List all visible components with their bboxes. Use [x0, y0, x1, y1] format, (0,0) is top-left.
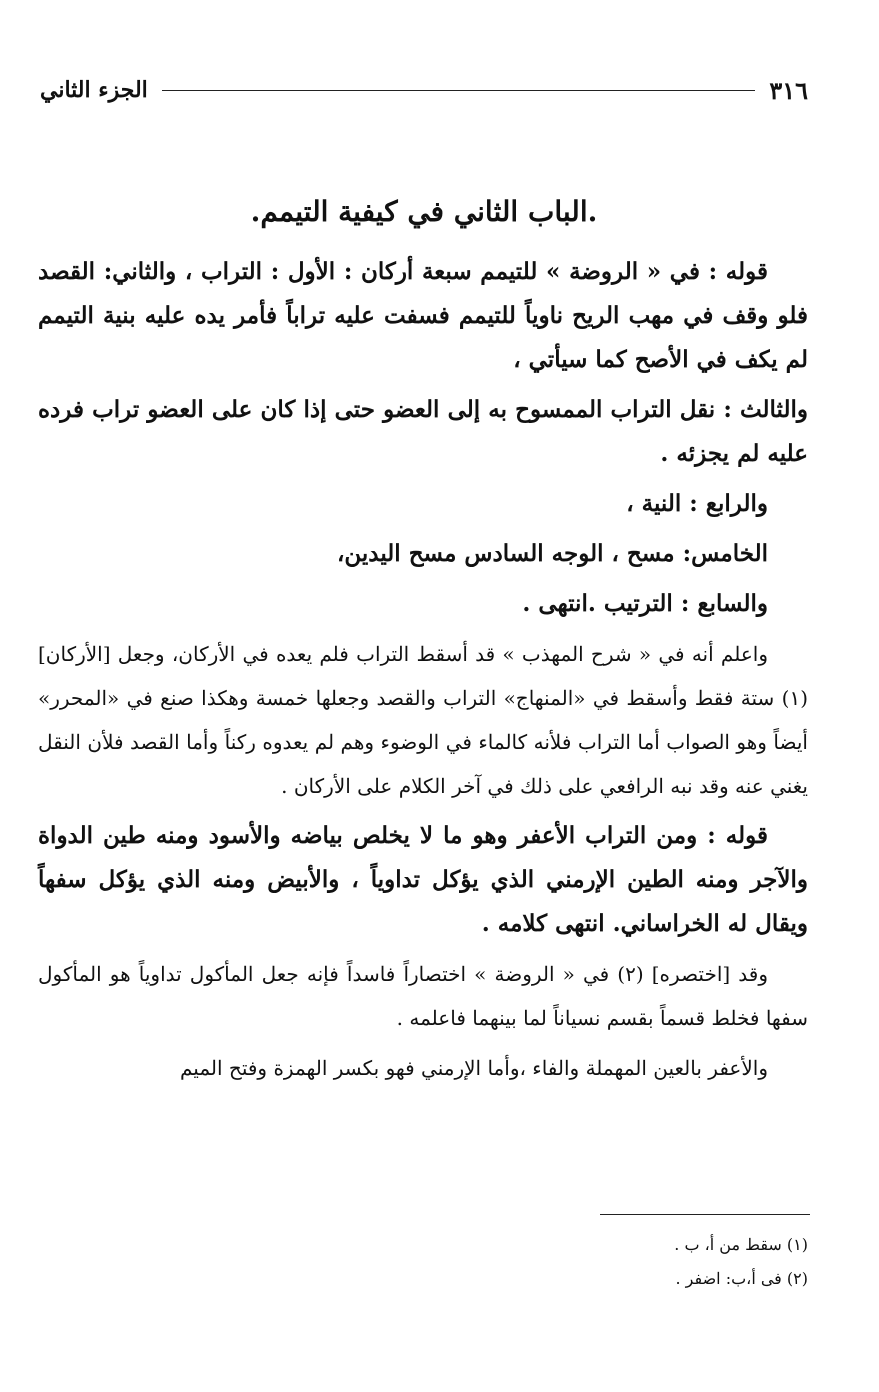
footnote-1: (١) سقط من أ، ب .: [674, 1235, 808, 1254]
body-text: [38, 250, 808, 1096]
page-header: [40, 70, 808, 110]
paragraph-commentary: واعلم أنه في « شرح المهذب » قد أسقط التراب فلم يعده في الأركان، وجعل [الأركان] (١) ستة فقط وأسقط في «المنهاج» التراب والقصد وجعلها خمسة وهكذا صنع في «المحرر» أيضاً وهو الصواب أما التراب فلأنه كالماء في الوضوء وهم لم يعدوه ركناً وأما القصد فلأن النقل يغني عنه وقد نبه الرافعي على ذلك في آخر الكلام على الأركان .: [38, 642, 809, 798]
footnotes: [420, 1228, 808, 1296]
footnote-rule: [600, 1214, 810, 1215]
paragraph-fifth-sixth: الخامس: مسح ، الوجه السادس مسح اليدين،: [336, 540, 768, 567]
paragraph-seventh: والسابع : الترتيب .انتهى .: [522, 590, 768, 617]
paragraph-third: والثالث : نقل التراب الممسوح به إلى العضو حتى إذا كان على العضو تراب فرده عليه لم يجزئه .: [38, 396, 808, 467]
paragraph-pillars: قوله : في « الروضة » للتيمم سبعة أركان : الأول : التراب ، والثاني: القصد فلو وقف في مهب الريح ناوياً للتيمم فسفت عليه تراباً فأمر يده عليه بنية التيمم لم يكف في الأصح كما سيأتي ،: [38, 258, 808, 373]
page-number: ٣١٦: [769, 75, 808, 105]
chapter-title: .الباب الثاني في كيفية التيمم.: [250, 195, 598, 228]
running-head: الجزء الثاني: [40, 77, 148, 103]
paragraph-soil-types: قوله : ومن التراب الأعفر وهو ما لا يخلص بياضه والأسود ومنه طين الدواة والآجر ومنه الطين الإرمني الذي يؤكل تداوياً ، والأبيض ومنه الذي يؤكل سفهاً ويقال له الخراساني. انتهى كلامه .: [38, 822, 808, 937]
paragraph-vocalization: والأعفر بالعين المهملة والفاء ،وأما الإرمني فهو بكسر الهمزة وفتح الميم: [180, 1056, 768, 1080]
paragraph-abridgment: وقد [اختصره] (٢) في « الروضة » اختصاراً فاسداً فإنه جعل المأكول تداوياً هو المأكول سفها فخلط قسماً بقسم نسياناً لما بينهما فاعلمه .: [38, 962, 808, 1030]
header-rule: [162, 90, 756, 91]
paragraph-fourth: والرابع : النية ،: [626, 490, 768, 517]
footnote-2: (٢) فى أ،ب: اضفر .: [675, 1269, 808, 1288]
